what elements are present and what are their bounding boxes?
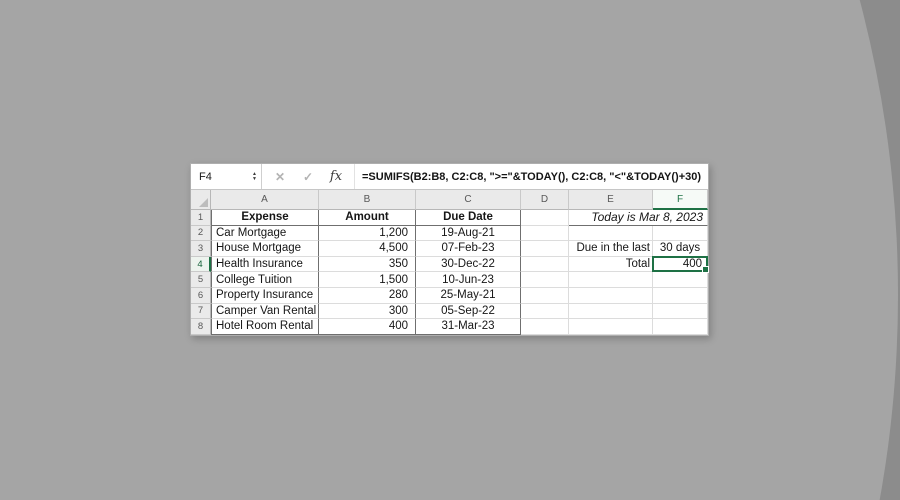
cell-D7[interactable] xyxy=(521,304,569,320)
spreadsheet-window xyxy=(190,163,709,336)
worksheet-grid xyxy=(191,190,708,335)
select-all-button[interactable] xyxy=(191,190,211,210)
cell-C1[interactable]: Due Date xyxy=(416,210,521,226)
row-header-7[interactable]: 7 xyxy=(191,304,211,320)
formula-bar xyxy=(191,164,708,190)
cell-B4[interactable]: 350 xyxy=(319,257,416,273)
cell-C5[interactable]: 10-Jun-23 xyxy=(416,272,521,288)
row-header-2[interactable]: 2 xyxy=(191,226,211,242)
cell-A7[interactable]: Camper Van Rental xyxy=(211,304,319,320)
cell-F3[interactable]: 30 days xyxy=(653,241,708,257)
cell-D8[interactable] xyxy=(521,319,569,335)
select-all-triangle-icon xyxy=(199,198,208,207)
cell-B8[interactable]: 400 xyxy=(319,319,416,335)
cell-B1[interactable]: Amount xyxy=(319,210,416,226)
cell-B7[interactable]: 300 xyxy=(319,304,416,320)
cell-D4[interactable] xyxy=(521,257,569,273)
cell-D5[interactable] xyxy=(521,272,569,288)
cell-F5[interactable] xyxy=(653,272,708,288)
column-header-D[interactable]: D xyxy=(521,190,569,210)
column-header-C[interactable]: C xyxy=(416,190,521,210)
cancel-icon[interactable]: ✕ xyxy=(274,169,286,184)
row-header-3[interactable]: 3 xyxy=(191,241,211,257)
cell-C4[interactable]: 30-Dec-22 xyxy=(416,257,521,273)
cell-F4-selected[interactable] xyxy=(653,257,708,273)
cell-A6[interactable]: Property Insurance xyxy=(211,288,319,304)
cell-A3[interactable]: House Mortgage xyxy=(211,241,319,257)
enter-icon[interactable]: ✓ xyxy=(302,169,314,184)
cell-B6[interactable]: 280 xyxy=(319,288,416,304)
row-header-1[interactable]: 1 xyxy=(191,210,211,226)
cell-E5[interactable] xyxy=(569,272,653,288)
cell-D3[interactable] xyxy=(521,241,569,257)
name-box-spinner[interactable]: ▲ ▼ xyxy=(252,170,257,182)
formula-bar-buttons xyxy=(262,164,355,189)
cell-E4[interactable]: Total xyxy=(569,257,653,273)
cell-C3[interactable]: 07-Feb-23 xyxy=(416,241,521,257)
row-header-6[interactable]: 6 xyxy=(191,288,211,304)
cell-D2[interactable] xyxy=(521,226,569,242)
cell-A8[interactable]: Hotel Room Rental xyxy=(211,319,319,335)
cell-A2[interactable]: Car Mortgage xyxy=(211,226,319,242)
cell-E7[interactable] xyxy=(569,304,653,320)
cell-E8[interactable] xyxy=(569,319,653,335)
column-header-B[interactable]: B xyxy=(319,190,416,210)
cell-B5[interactable]: 1,500 xyxy=(319,272,416,288)
column-header-F[interactable]: F xyxy=(653,190,708,210)
cell-F2[interactable] xyxy=(653,226,708,242)
name-box[interactable] xyxy=(191,164,262,189)
cell-C6[interactable]: 25-May-21 xyxy=(416,288,521,304)
cell-E6[interactable] xyxy=(569,288,653,304)
insert-function-icon[interactable]: fx xyxy=(329,169,343,184)
cell-A4[interactable]: Health Insurance xyxy=(211,257,319,273)
cell-C7[interactable]: 05-Sep-22 xyxy=(416,304,521,320)
cell-F8[interactable] xyxy=(653,319,708,335)
cell-F4-value: 400 xyxy=(682,258,702,271)
cell-D6[interactable] xyxy=(521,288,569,304)
cell-E1-F1-today-note[interactable]: Today is Mar 8, 2023 xyxy=(569,210,708,226)
name-box-value: F4 xyxy=(199,170,212,183)
cell-F7[interactable] xyxy=(653,304,708,320)
cell-C8[interactable]: 31-Mar-23 xyxy=(416,319,521,335)
cell-E2[interactable] xyxy=(569,226,653,242)
formula-input[interactable]: =SUMIFS(B2:B8, C2:C8, ">="&TODAY(), C2:C8, "<"&TODAY()+30) xyxy=(362,170,702,183)
cell-F6[interactable] xyxy=(653,288,708,304)
cell-B3[interactable]: 4,500 xyxy=(319,241,416,257)
cell-A1[interactable]: Expense xyxy=(211,210,319,226)
row-header-8[interactable]: 8 xyxy=(191,319,211,335)
column-header-A[interactable]: A xyxy=(211,190,319,210)
cell-D1[interactable] xyxy=(521,210,569,226)
cell-A5[interactable]: College Tuition xyxy=(211,272,319,288)
cell-B2[interactable]: 1,200 xyxy=(319,226,416,242)
row-header-5[interactable]: 5 xyxy=(191,272,211,288)
cell-E3[interactable]: Due in the last xyxy=(569,241,653,257)
row-header-4[interactable]: 4 xyxy=(191,257,211,273)
column-header-E[interactable]: E xyxy=(569,190,653,210)
cell-C2[interactable]: 19-Aug-21 xyxy=(416,226,521,242)
